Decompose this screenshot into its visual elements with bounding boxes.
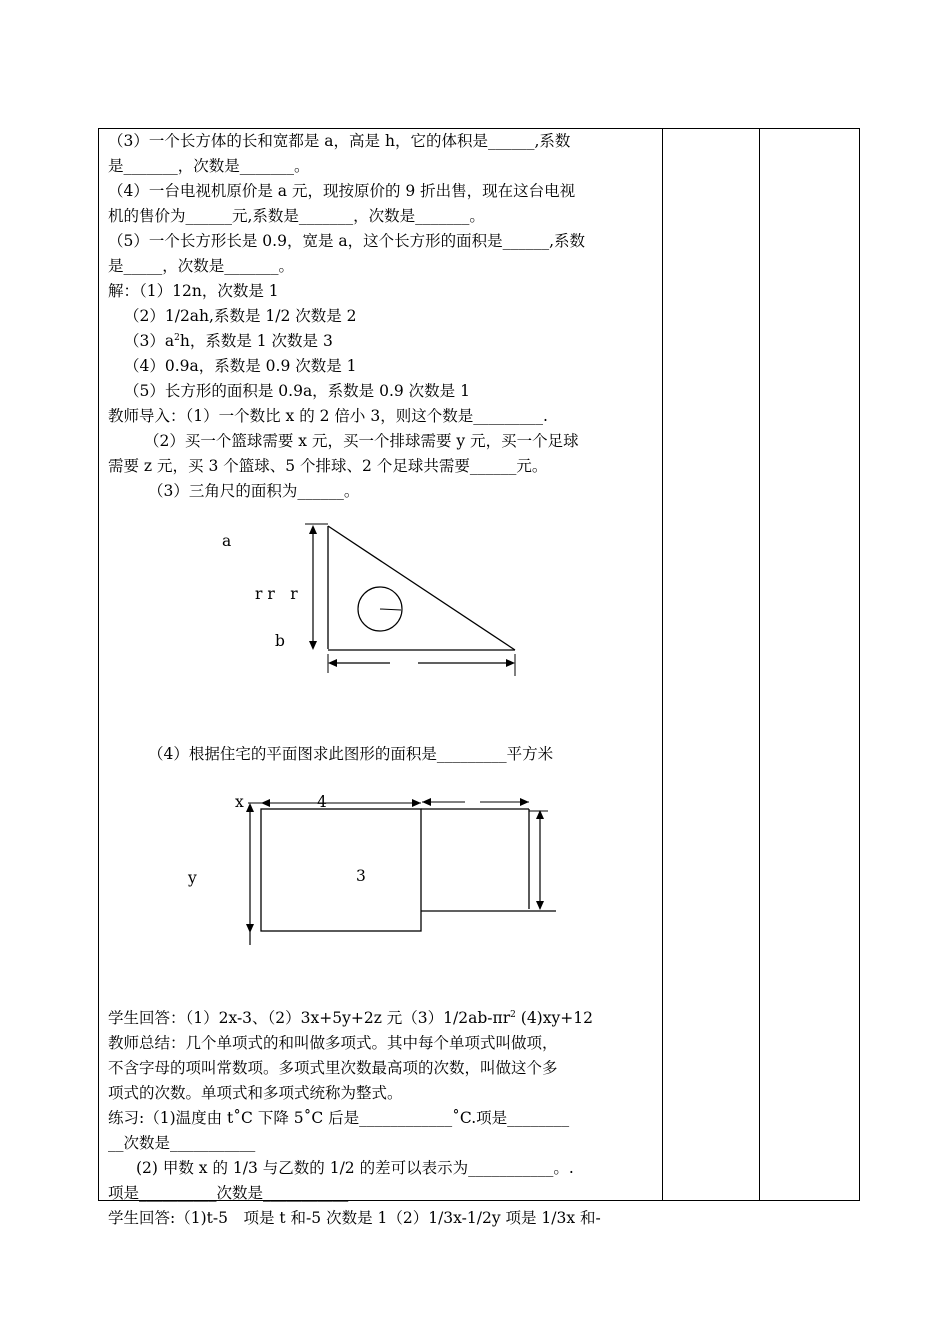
text-line: （2）1/2ah,系数是 1/2 次数是 2 xyxy=(124,307,357,325)
triangle-ruler-drawing xyxy=(108,504,653,734)
text-line: 是_______，次数是_______。 xyxy=(108,157,310,175)
column-divider-2 xyxy=(759,129,760,1200)
label-r: r r r xyxy=(255,585,298,603)
text-line: （2）买一个篮球需要 x 元，买一个排球需要 y 元，买一个足球 xyxy=(144,432,579,450)
text-line: （3）三角尺的面积为______。 xyxy=(148,482,360,500)
text-line: （4）根据住宅的平面图求此图形的面积是_________平方米 xyxy=(148,745,554,763)
text-line: 项是__________次数是___________ xyxy=(108,1184,349,1202)
text-line: 教师导入：（1）一个数比 x 的 2 倍小 3，则这个数是_________. xyxy=(108,407,548,425)
text-line: 教师总结：几个单项式的和叫做多项式。其中每个单项式叫做项， xyxy=(108,1034,558,1052)
text-line: (2) 甲数 x 的 1/3 与乙数的 1/2 的差可以表示为___________。. xyxy=(136,1159,574,1177)
text-line: __次数是___________ xyxy=(108,1134,256,1152)
text-line: （5）长方形的面积是 0.9a，系数是 0.9 次数是 1 xyxy=(124,382,470,400)
label-b: b xyxy=(275,632,285,650)
label-3: 3 xyxy=(356,867,366,885)
triangle-ruler-figure xyxy=(108,504,653,734)
label-y: y xyxy=(188,869,197,887)
text-line: 项式的次数。单项式和多项式统称为整式。 xyxy=(108,1084,403,1102)
main-column xyxy=(108,129,653,1231)
text-line: （5）一个长方形长是 0.9，宽是 a，这个长方形的面积是______,系数 xyxy=(108,232,586,250)
label-4: 4 xyxy=(317,793,327,811)
text-line: 学生回答：（1）2x-3、（2）3x+5y+2z 元$(3)1/2ab-\pi r^2$ (4)xy+12 xyxy=(108,1009,593,1027)
text-line: （3）一个长方体的长和宽都是 a，高是 h，它的体积是______,系数 xyxy=(108,132,571,150)
column-divider-1 xyxy=(662,129,663,1200)
label-x: x xyxy=(235,793,244,811)
text-line: 机的售价为______元,系数是_______，次数是_______。 xyxy=(108,207,485,225)
floor-plan-figure xyxy=(108,767,653,995)
text-line: 是_____，次数是_______。 xyxy=(108,257,295,275)
text-line: 练习:（1)温度由 t˚C 下降 5˚C 后是____________˚C.项是________ xyxy=(108,1109,570,1127)
text-line: （4）一台电视机原价是 a 元，现按原价的 9 折出售，现在这台电视 xyxy=(108,182,576,200)
text-line: 学生回答:（1)t-5 项是 t 和-5 次数是 1（2）1/3x-1/2y 项是 1/3x 和- xyxy=(108,1209,601,1227)
text-line: $(3)a^2h$，系数是 1 次数是 3 xyxy=(124,332,333,350)
text-line: （4）0.9a，系数是 0.9 次数是 1 xyxy=(124,357,357,375)
text-line: 解：（1）12n，次数是 1 xyxy=(108,282,279,300)
text-line: 需要 z 元，买 3 个篮球、5 个排球、2 个足球共需要______元。 xyxy=(108,457,548,475)
text-line: 不含字母的项叫常数项。多项式里次数最高项的次数，叫做这个多 xyxy=(108,1059,558,1077)
label-a: a xyxy=(222,532,232,550)
